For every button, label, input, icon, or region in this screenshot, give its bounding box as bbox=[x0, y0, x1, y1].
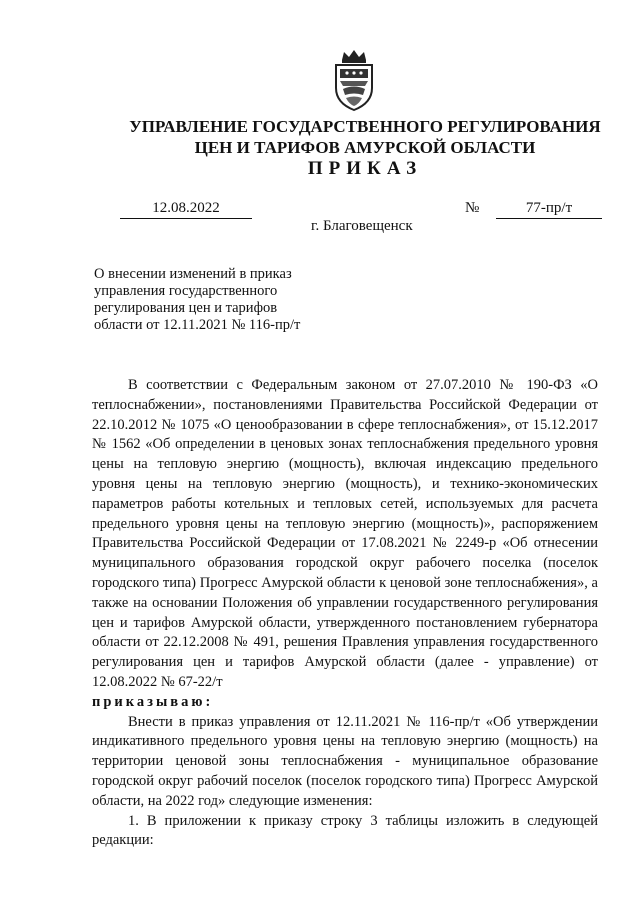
number-sign: № bbox=[465, 200, 480, 216]
org-line-2: ЦЕН И ТАРИФОВ АМУРСКОЙ ОБЛАСТИ bbox=[194, 138, 536, 157]
org-line-1: УПРАВЛЕНИЕ ГОСУДАРСТВЕННОГО РЕГУЛИРОВАНИЯ bbox=[129, 117, 601, 136]
order-subject bbox=[94, 266, 334, 334]
order-number: 77-пр/т bbox=[496, 199, 602, 219]
subject-line: регулирования цен и тарифов bbox=[94, 300, 278, 316]
amendment-paragraph: Внести в приказ управления от 12.11.2021 № 116-пр/т «Об утверждении индикативного предельного уровня цены на тепловую энергию (мощность) на территории ценовой зоны теплоснабжения - муниципальное образование городской округ рабочий поселок (поселок городского типа) Прогресс Амурской области, на 2022 год» следующие изменения: bbox=[92, 713, 598, 809]
organization-name bbox=[100, 116, 630, 158]
preamble-paragraph: В соответствии с Федеральным законом от 27.07.2010 № 190-ФЗ «О теплоснабжении», постановлениями Правительства Российской Федерации от 22.10.2012 № 1075 «О ценообразовании в сфере теплоснабжения», от 15.12.2017 № 1562 «Об определении в ценовых зонах теплоснабжения предельного уровня цены на тепловую энергию (мощность), включая индексацию предельного уровня цены на тепловую энергию (мощность), и технико-экономических параметров работы котельных и тепловых сетей, используемых для расчета предельного уровня цены на тепловую энергию (мощность)», распоряжением Правительства Российской Федерации от 17.08.2021 № 2249-р «Об отнесении муниципального образования городской округ рабочего поселка (поселок городского типа) Прогресс Амурской области к ценовой зоне теплоснабжения», а также на основании Положения об управлении государственного регулирования цен и тарифов Амурской области, утвержденного постановлением губернатора области от 22.12.2008 № 491, решения Правления управления государственного регулирования цен и тарифов Амурской области (далее - управление) от 12.08.2022 № 67-22/т bbox=[92, 377, 598, 690]
order-body bbox=[92, 376, 598, 851]
order-date: 12.08.2022 bbox=[120, 199, 252, 219]
subject-line: области от 12.11.2021 № 116-пр/т bbox=[94, 317, 301, 333]
subject-line: управления государственного bbox=[94, 283, 278, 299]
city: г. Благовещенск bbox=[311, 218, 413, 234]
coat-of-arms-icon bbox=[329, 48, 379, 112]
item-1-paragraph: 1. В приложении к приказу строку 3 таблицы изложить в следующей редакции: bbox=[92, 812, 598, 849]
document-type: ПРИКАЗ bbox=[307, 158, 423, 179]
subject-line: О внесении изменений в приказ bbox=[94, 266, 292, 282]
order-word: приказываю: bbox=[92, 693, 214, 710]
